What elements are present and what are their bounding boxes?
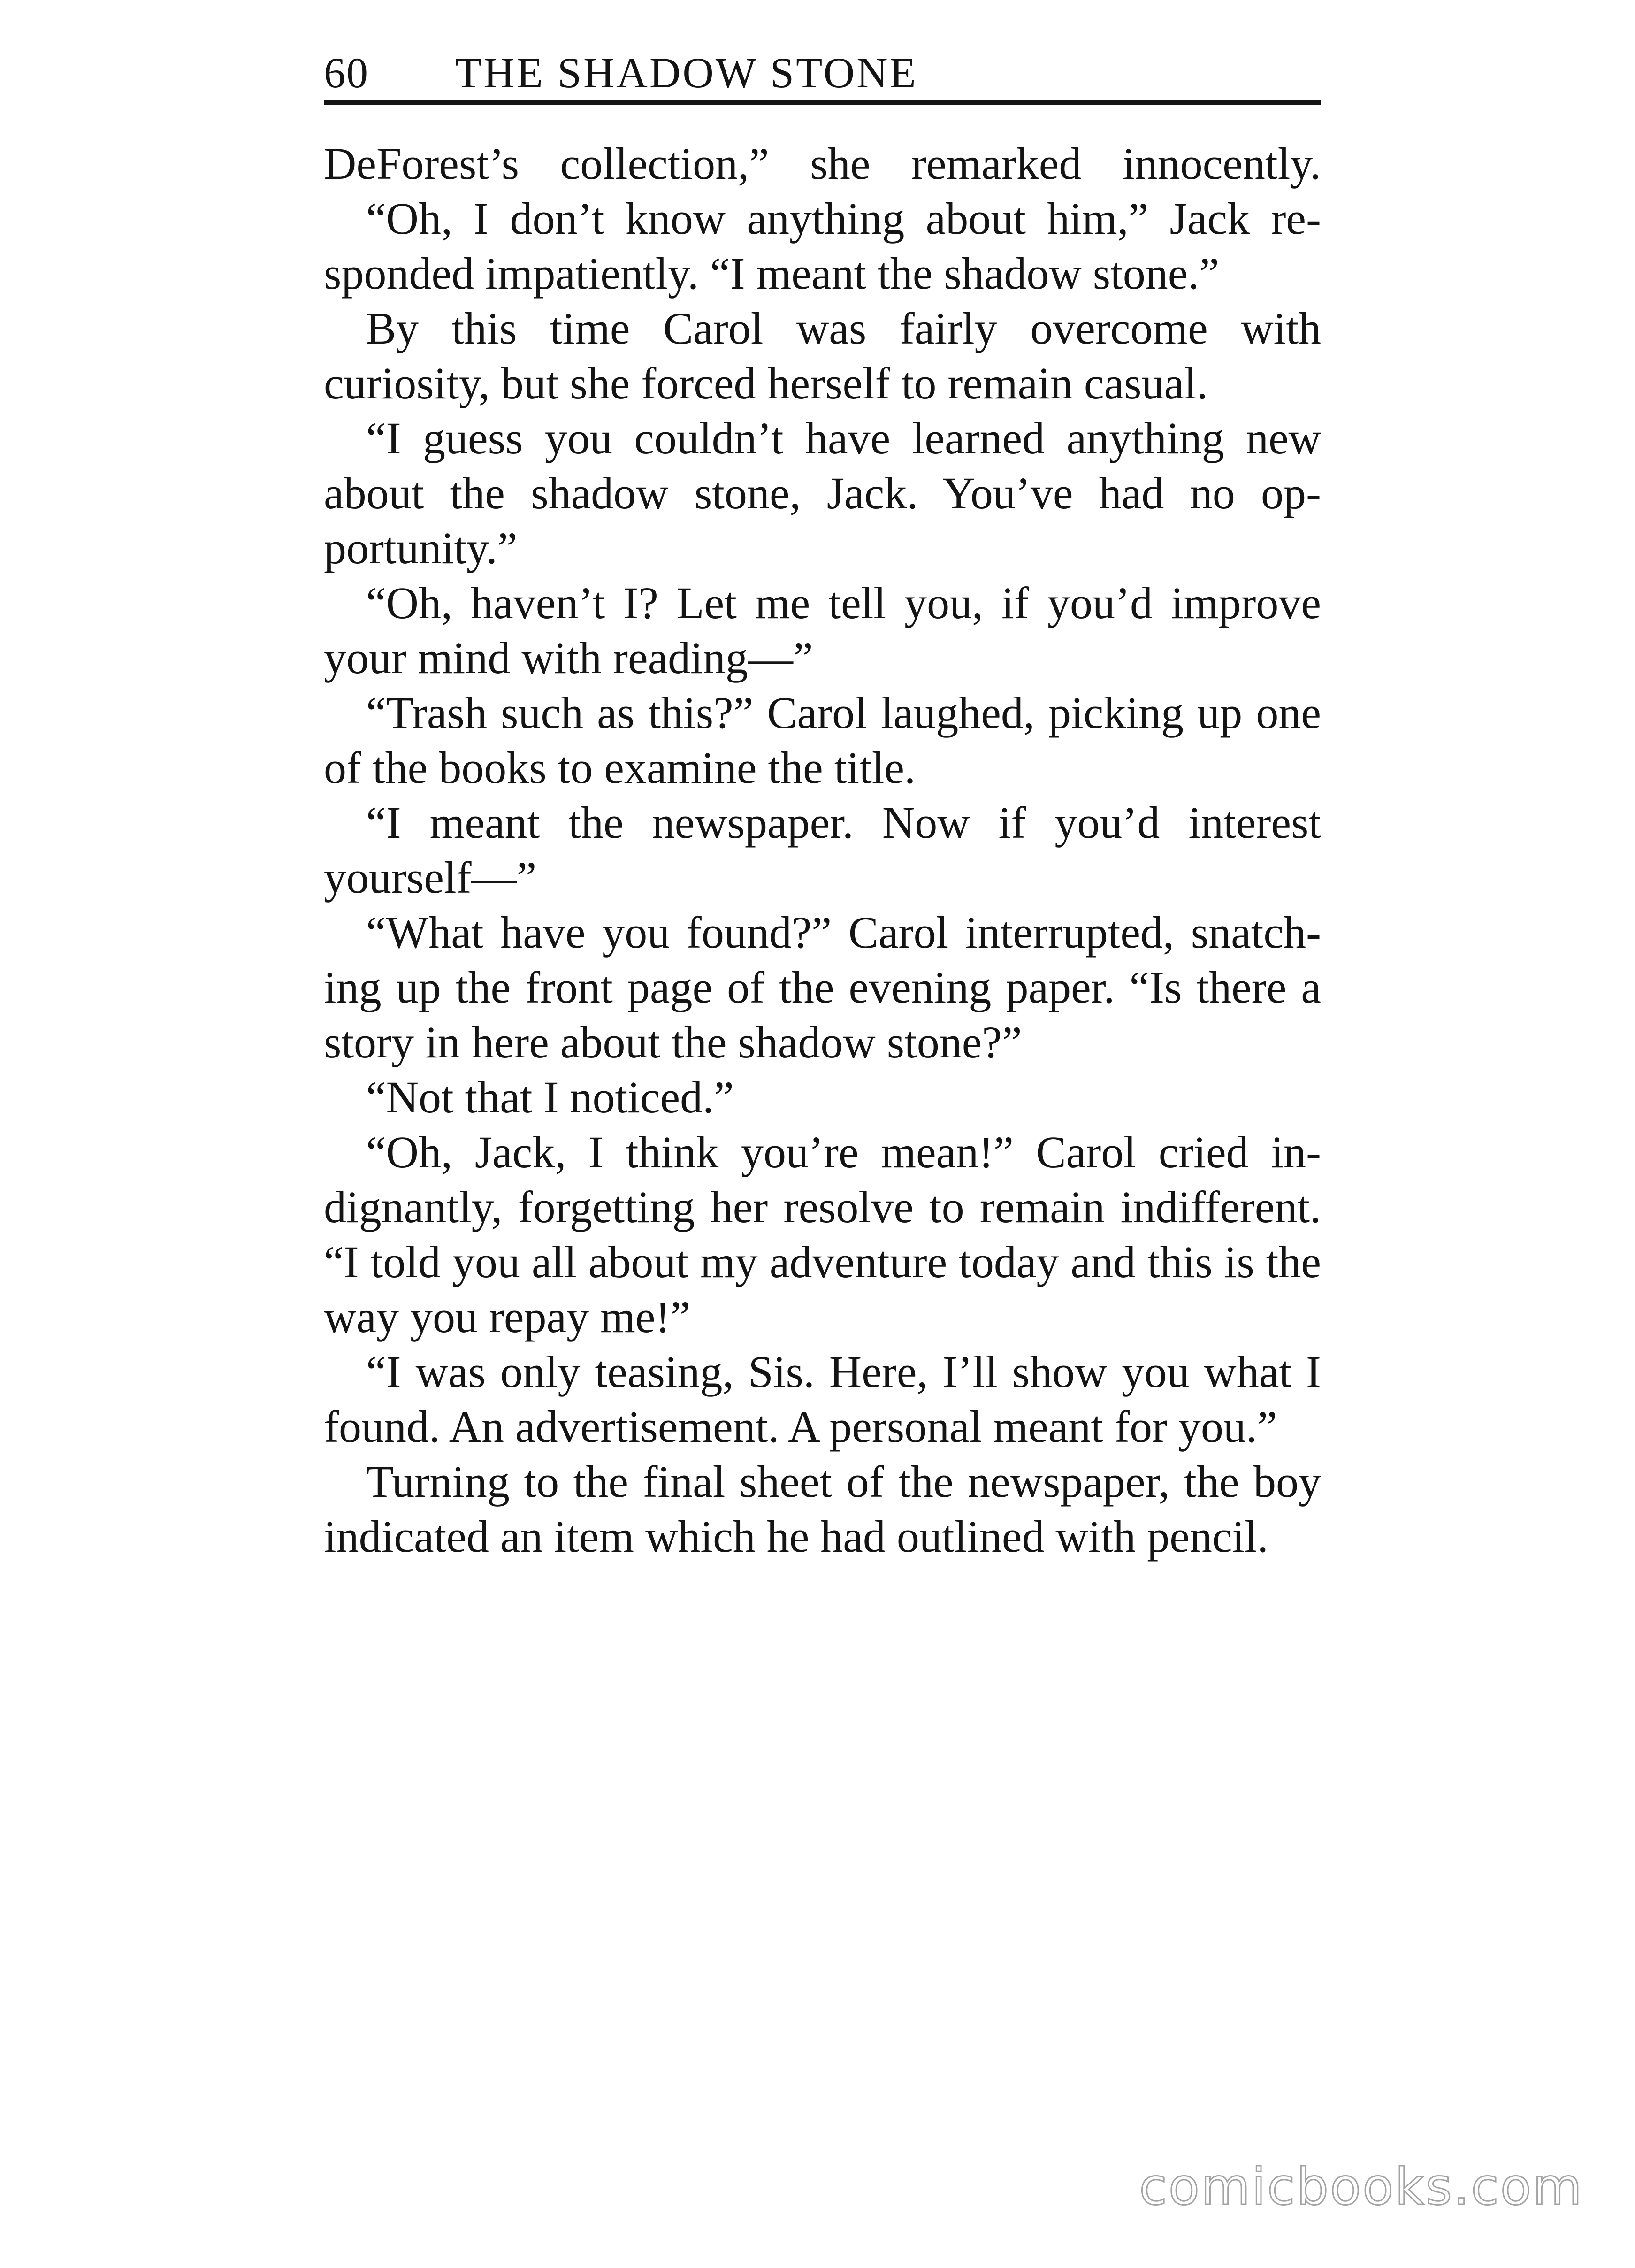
paragraph: DeForest’s collection,” she remarked innocently. — [324, 138, 1321, 189]
paragraph: “Oh, Jack, I think you’re mean!” Carol cried indignantly, forgetting her resolve to remain indifferent. “I told you all about my adventure today and this is the way you repay me!” — [324, 1127, 1321, 1342]
paragraph: “I meant the newspaper. Now if you’d interest yourself—” — [324, 797, 1321, 903]
paragraph: “What have you found?” Carol interrupted, snatching up the front page of the evening paper. “Is there a story in here about the shadow stone?” — [324, 907, 1321, 1067]
paragraph: By this time Carol was fairly overcome with curiosity, but she forced herself to remain casual. — [324, 303, 1321, 408]
body-text — [324, 136, 1321, 1564]
running-title: THE SHADOW STONE — [455, 49, 918, 97]
header-rule — [324, 100, 1321, 105]
paragraph: “Oh, I don’t know anything about him,” Jack responded impatiently. “I meant the shadow stone.” — [324, 193, 1321, 299]
page-number: 60 — [324, 49, 369, 97]
watermark: comicbooks.com — [1139, 2158, 1583, 2216]
running-header — [324, 41, 1321, 98]
paragraph: Turning to the final sheet of the newspaper, the boy indicated an item which he had outlined with pencil. — [324, 1456, 1321, 1562]
paragraph: “Not that I noticed.” — [366, 1072, 734, 1122]
paragraph: “I was only teasing, Sis. Here, I’ll show you what I found. An advertisement. A personal meant for you.” — [324, 1347, 1321, 1452]
paragraph: “Oh, haven’t I? Let me tell you, if you’d improve your mind with reading—” — [324, 578, 1321, 683]
paragraph: “I guess you couldn’t have learned anything new about the shadow stone, Jack. You’ve had no opportunity.” — [324, 413, 1321, 573]
paragraph: “Trash such as this?” Carol laughed, picking up one of the books to examine the title. — [324, 688, 1321, 793]
